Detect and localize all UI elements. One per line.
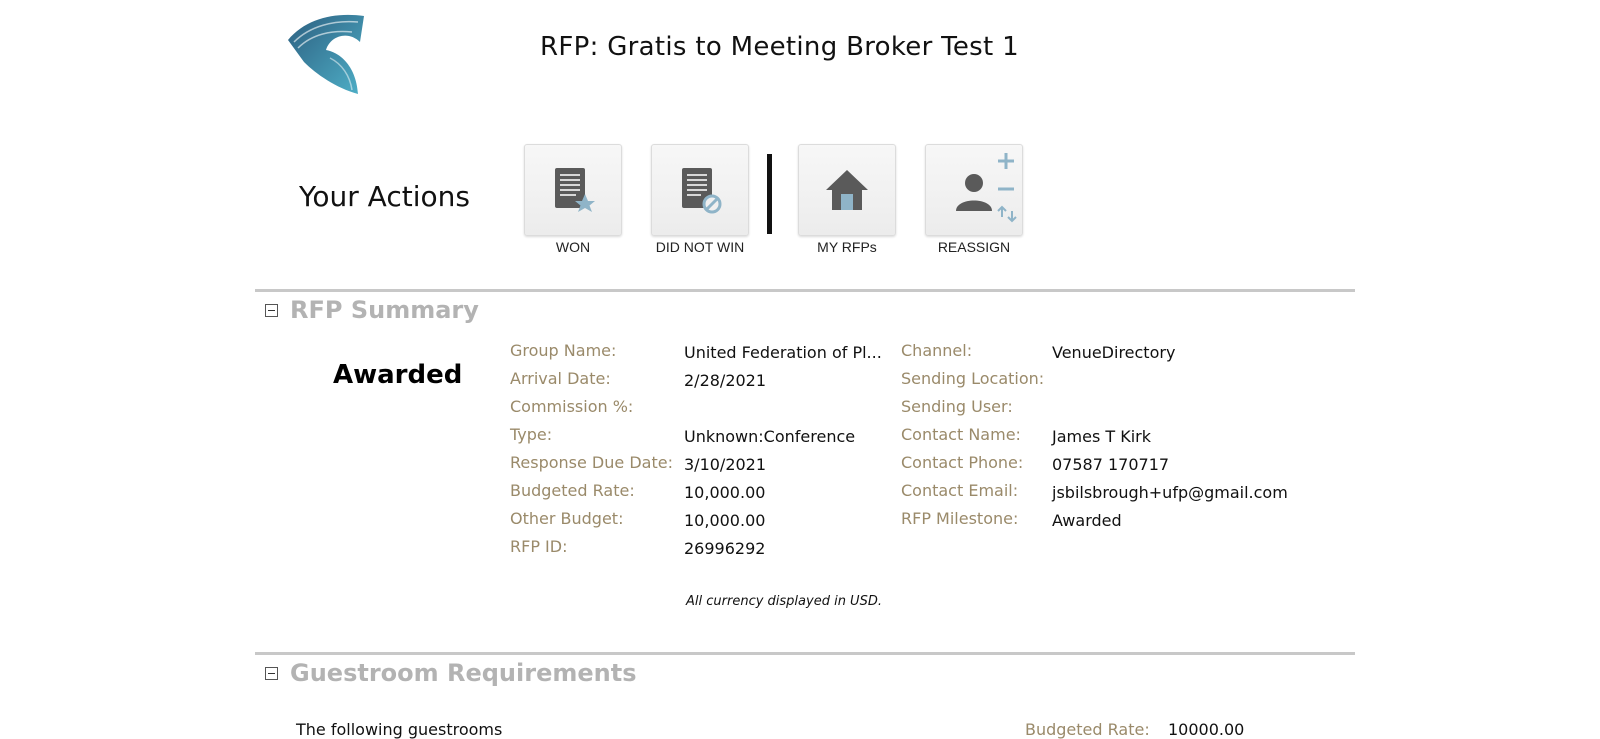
page-title: RFP: Gratis to Meeting Broker Test 1: [540, 32, 1019, 62]
user-reassign-icon: [926, 145, 1022, 235]
reassign-action: [925, 144, 1025, 255]
arrival-date-value: 2/28/2021: [684, 371, 767, 390]
response-due-date-value: 3/10/2021: [684, 455, 767, 474]
currency-note: All currency displayed in USD.: [686, 594, 882, 609]
group-name-value: United Federation of Pl...: [684, 343, 882, 362]
rfp-status: Awarded: [333, 360, 463, 390]
won-label: WON: [555, 239, 591, 255]
group-name-label: Group Name:: [510, 341, 617, 360]
type-label: Type:: [510, 425, 553, 444]
guestroom-budget-label: Budgeted Rate:: [1025, 720, 1150, 739]
budgeted-rate-value: 10,000.00: [684, 483, 766, 502]
rfp-milestone-label: RFP Milestone:: [901, 509, 1019, 528]
won-button[interactable]: [524, 144, 622, 236]
summary-divider: [255, 289, 1355, 292]
rfp-id-label: RFP ID:: [510, 537, 568, 556]
guestroom-divider: [255, 652, 1355, 655]
home-icon: [822, 166, 872, 214]
budgeted-rate-label: Budgeted Rate:: [510, 481, 635, 500]
commission-label: Commission %:: [510, 397, 634, 416]
rfp-id-value: 26996292: [684, 539, 766, 558]
sending-location-label: Sending Location:: [901, 369, 1045, 388]
summary-collapse-toggle[interactable]: [265, 304, 278, 317]
channel-value: VenueDirectory: [1052, 343, 1176, 362]
contact-phone-value: 07587 170717: [1052, 455, 1170, 474]
did-not-win-action: [651, 144, 751, 255]
action-divider: [767, 154, 772, 234]
contact-name-label: Contact Name:: [901, 425, 1021, 444]
contact-email-value: jsbilsbrough+ufp@gmail.com: [1052, 483, 1288, 502]
contact-name-value: James T Kirk: [1052, 427, 1152, 446]
won-action: [524, 144, 624, 255]
other-budget-value: 10,000.00: [684, 511, 766, 530]
type-value: Unknown:Conference: [684, 427, 856, 446]
arrival-date-label: Arrival Date:: [510, 369, 611, 388]
contact-phone-label: Contact Phone:: [901, 453, 1024, 472]
guestroom-title: Guestroom Requirements: [290, 659, 637, 687]
summary-title: RFP Summary: [290, 296, 479, 324]
summary-header: [265, 296, 479, 324]
guestroom-header: [265, 659, 637, 687]
actions-label: Your Actions: [299, 180, 470, 213]
did-not-win-label: DID NOT WIN: [655, 239, 745, 255]
document-cancel-icon: [676, 164, 724, 216]
company-logo: [286, 12, 368, 96]
my-rfps-label: MY RFPs: [817, 239, 877, 255]
sending-user-label: Sending User:: [901, 397, 1013, 416]
document-star-icon: [549, 164, 597, 216]
contact-email-label: Contact Email:: [901, 481, 1019, 500]
did-not-win-button[interactable]: [651, 144, 749, 236]
reassign-button[interactable]: [925, 144, 1023, 236]
guestroom-intro: The following guestrooms: [296, 720, 503, 739]
guestroom-collapse-toggle[interactable]: [265, 667, 278, 680]
reassign-label: REASSIGN: [937, 239, 1011, 255]
channel-label: Channel:: [901, 341, 973, 360]
rfp-milestone-value: Awarded: [1052, 511, 1122, 530]
other-budget-label: Other Budget:: [510, 509, 624, 528]
my-rfps-button[interactable]: [798, 144, 896, 236]
response-due-date-label: Response Due Date:: [510, 453, 673, 472]
guestroom-budget-value: 10000.00: [1168, 720, 1245, 739]
my-rfps-action: [798, 144, 898, 255]
